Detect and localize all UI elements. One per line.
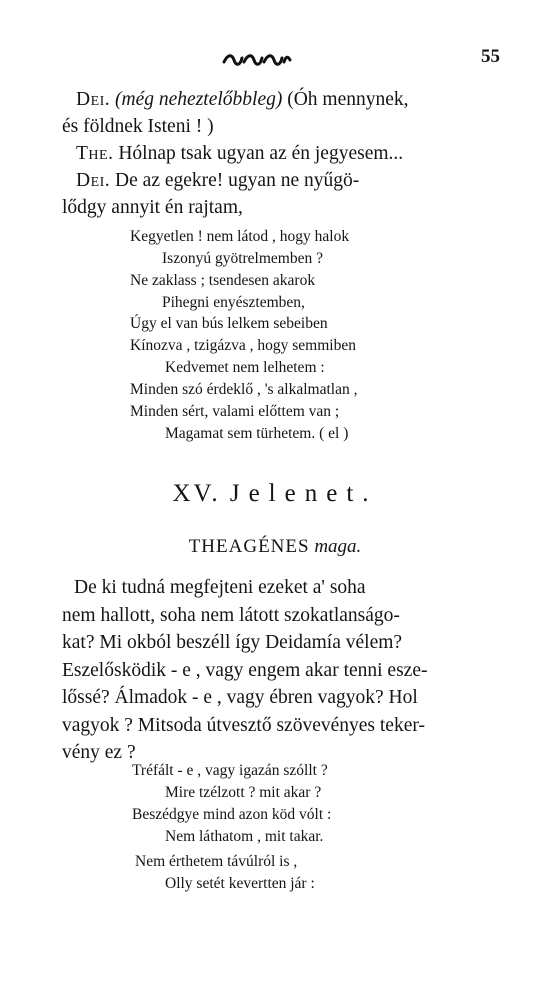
speaker-name: THEAGÉNES bbox=[188, 536, 310, 557]
verse-line: Minden szó érdeklő , 's alkalmatlan , bbox=[130, 381, 358, 398]
scene-word: Jelenet. bbox=[229, 480, 378, 507]
monologue-line: Eszelősködik - e , vagy engem akar tenni esze- bbox=[62, 659, 428, 681]
verse-line: Tréfált - e , vagy igazán szóllt ? bbox=[132, 762, 328, 779]
verse-line: Kedvemet nem lelhetem : bbox=[165, 359, 325, 376]
monologue-block bbox=[62, 574, 500, 767]
scene-heading bbox=[0, 480, 550, 508]
dialogue-line: lődgy annyit én rajtam, bbox=[62, 197, 243, 218]
verse-line: Iszonyú gyötrelmemben ? bbox=[162, 250, 323, 267]
monologue-line: vény ez ? bbox=[62, 742, 136, 763]
speaker-the: The. bbox=[76, 143, 114, 164]
speaker-note: maga. bbox=[314, 536, 362, 557]
dialogue-line bbox=[62, 140, 500, 167]
verse-line: Nem érthetem távúlról is , bbox=[135, 853, 298, 870]
verse-line: Ne zaklass ; tsendesen akarok bbox=[130, 272, 316, 289]
verse-line: Kegyetlen ! nem látod , hogy halok bbox=[130, 228, 350, 245]
page-number: 55 bbox=[481, 46, 500, 67]
dialogue-block bbox=[62, 86, 500, 221]
verse-line: Úgy el van bús lelkem sebeiben bbox=[130, 315, 328, 332]
verse-line: Pihegni enyésztemben, bbox=[162, 294, 305, 311]
dialogue-text: De az egekre! ugyan ne nyűgö- bbox=[115, 170, 360, 191]
monologue-line: vagyok ? Mitsoda útvesztő szövevényes teker- bbox=[62, 714, 425, 736]
monologue-line: nem hallott, soha nem látott szokatlanságo- bbox=[62, 604, 400, 626]
speaker-dei: Dei. bbox=[76, 170, 111, 191]
page-header bbox=[0, 44, 550, 74]
verse-stanza-1 bbox=[0, 226, 550, 314]
verse-line: Beszédgye mind azon köd vólt : bbox=[132, 806, 332, 823]
monologue-line: kat? Mi okból beszéll így Deidamía vélem? bbox=[62, 632, 403, 653]
monologue-line: lőssé? Álmadok - e , vagy ébren vagyok? Hol bbox=[62, 687, 418, 708]
speaker-heading bbox=[0, 536, 550, 558]
ornament-icon bbox=[222, 50, 292, 68]
dialogue-line bbox=[62, 167, 500, 194]
monologue-line: De ki tudná megfejteni ezeket a' soha bbox=[74, 577, 366, 598]
verse-line: Mire tzélzott ? mit akar ? bbox=[165, 784, 322, 801]
verse-line: Kínozva , tzigázva , hogy semmiben bbox=[130, 337, 356, 354]
verse-line: Magamat sem türhetem. ( el ) bbox=[165, 425, 349, 442]
dialogue-line bbox=[62, 86, 500, 113]
speaker-dei: Dei. bbox=[76, 89, 111, 110]
verse-stanza-4 bbox=[0, 851, 550, 895]
dialogue-line: és földnek Isteni ! ) bbox=[62, 116, 214, 137]
verse-stanza-2 bbox=[0, 313, 550, 445]
stage-direction: (még neheztelőbbleg) bbox=[115, 89, 283, 110]
scene-number: XV. bbox=[172, 480, 221, 507]
verse-stanza-3 bbox=[0, 760, 550, 848]
verse-line: Olly setét kevertten jár : bbox=[165, 875, 315, 892]
verse-line: Nem láthatom , mit takar. bbox=[165, 828, 324, 845]
dialogue-text: (Óh mennynek, bbox=[287, 89, 409, 110]
verse-line: Minden sért, valami előttem van ; bbox=[130, 403, 340, 420]
dialogue-text: Hólnap tsak ugyan az én jegyesem... bbox=[118, 143, 404, 164]
